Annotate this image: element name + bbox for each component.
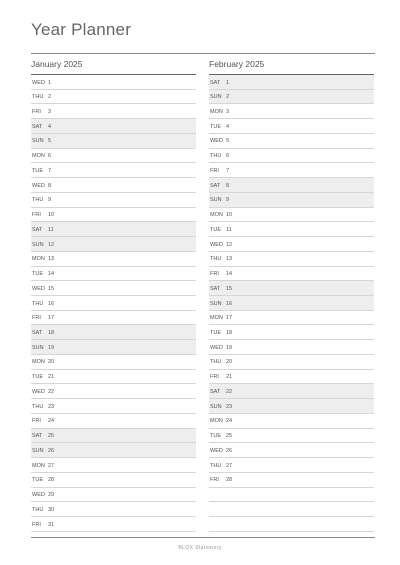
day-row[interactable] xyxy=(209,193,374,208)
weekday-label: WED xyxy=(32,285,45,292)
day-number: 31 xyxy=(48,521,55,528)
weekday-label: FRI xyxy=(32,315,41,322)
day-row[interactable] xyxy=(209,267,374,282)
day-number: 30 xyxy=(48,506,55,513)
day-row[interactable] xyxy=(31,311,196,326)
month-column-january xyxy=(31,54,196,532)
day-row[interactable] xyxy=(31,399,196,414)
day-list xyxy=(31,75,196,532)
day-number: 28 xyxy=(48,477,55,484)
weekday-label: THU xyxy=(210,359,222,366)
weekday-label: THU xyxy=(210,153,222,160)
day-number: 15 xyxy=(48,285,55,292)
day-row[interactable] xyxy=(31,119,196,134)
day-number: 5 xyxy=(226,138,230,145)
weekday-label: SAT xyxy=(210,388,221,395)
day-row[interactable] xyxy=(209,75,374,90)
day-row[interactable] xyxy=(209,399,374,414)
day-number: 7 xyxy=(48,167,52,174)
weekday-label: WED xyxy=(210,138,223,145)
day-row[interactable] xyxy=(31,488,196,503)
weekday-label: SUN xyxy=(210,403,222,410)
day-row[interactable] xyxy=(209,281,374,296)
day-number: 18 xyxy=(226,329,233,336)
day-row[interactable] xyxy=(31,104,196,119)
day-number: 7 xyxy=(226,167,230,174)
day-row[interactable] xyxy=(31,149,196,164)
day-row[interactable] xyxy=(31,90,196,105)
weekday-label: MON xyxy=(210,212,223,219)
weekday-label: TUE xyxy=(210,123,221,130)
day-row[interactable] xyxy=(31,443,196,458)
day-row[interactable] xyxy=(209,488,374,503)
day-number: 21 xyxy=(226,374,233,381)
month-column-february xyxy=(209,54,374,532)
day-row[interactable] xyxy=(31,517,196,532)
day-row[interactable] xyxy=(31,163,196,178)
day-number: 27 xyxy=(48,462,55,469)
day-number: 2 xyxy=(48,94,52,101)
day-number: 22 xyxy=(226,388,233,395)
weekday-label: FRI xyxy=(32,521,41,528)
day-number: 19 xyxy=(226,344,233,351)
day-row[interactable] xyxy=(31,208,196,223)
day-number: 13 xyxy=(48,256,55,263)
weekday-label: SUN xyxy=(32,447,44,454)
weekday-label: FRI xyxy=(210,477,219,484)
day-number: 24 xyxy=(48,418,55,425)
weekday-label: TUE xyxy=(210,433,221,440)
day-number: 5 xyxy=(48,138,52,145)
day-number: 23 xyxy=(226,403,233,410)
weekday-label: MON xyxy=(32,462,45,469)
day-row[interactable] xyxy=(31,252,196,267)
day-number: 17 xyxy=(226,315,233,322)
weekday-label: THU xyxy=(210,462,222,469)
weekday-label: FRI xyxy=(210,374,219,381)
weekday-label: TUE xyxy=(32,374,43,381)
day-number: 19 xyxy=(48,344,55,351)
weekday-label: SUN xyxy=(32,344,44,351)
day-number: 2 xyxy=(226,94,230,101)
day-row[interactable] xyxy=(209,252,374,267)
day-number: 26 xyxy=(48,447,55,454)
weekday-label: SUN xyxy=(210,94,222,101)
day-row[interactable] xyxy=(31,473,196,488)
day-row[interactable] xyxy=(209,429,374,444)
day-row[interactable] xyxy=(209,222,374,237)
day-row[interactable] xyxy=(31,178,196,193)
day-row[interactable] xyxy=(31,429,196,444)
day-row[interactable] xyxy=(31,340,196,355)
day-number: 8 xyxy=(48,182,52,189)
day-row[interactable] xyxy=(31,414,196,429)
day-number: 25 xyxy=(48,433,55,440)
weekday-label: FRI xyxy=(32,108,41,115)
weekday-label: THU xyxy=(32,506,44,513)
day-row[interactable] xyxy=(209,517,374,532)
weekday-label: TUE xyxy=(32,167,43,174)
day-number: 28 xyxy=(226,477,233,484)
day-number: 27 xyxy=(226,462,233,469)
weekday-label: THU xyxy=(210,256,222,263)
day-row[interactable] xyxy=(31,355,196,370)
day-number: 16 xyxy=(226,300,233,307)
day-number: 29 xyxy=(48,492,55,499)
day-row[interactable] xyxy=(209,384,374,399)
weekday-label: WED xyxy=(210,344,223,351)
day-row[interactable] xyxy=(209,296,374,311)
day-number: 6 xyxy=(48,153,52,160)
day-number: 23 xyxy=(48,403,55,410)
day-number: 22 xyxy=(48,388,55,395)
day-number: 9 xyxy=(48,197,52,204)
day-number: 11 xyxy=(226,226,232,233)
day-row[interactable] xyxy=(31,370,196,385)
weekday-label: WED xyxy=(210,241,223,248)
day-row[interactable] xyxy=(209,119,374,134)
day-row[interactable] xyxy=(31,502,196,517)
weekday-label: SAT xyxy=(32,123,43,130)
day-row[interactable] xyxy=(209,325,374,340)
day-number: 6 xyxy=(226,153,230,160)
weekday-label: WED xyxy=(32,79,45,86)
day-row[interactable] xyxy=(209,237,374,252)
day-number: 14 xyxy=(48,271,55,278)
day-number: 10 xyxy=(48,212,55,219)
day-row[interactable] xyxy=(31,237,196,252)
weekday-label: SUN xyxy=(32,138,44,145)
weekday-label: MON xyxy=(32,153,45,160)
weekday-label: MON xyxy=(32,256,45,263)
day-list xyxy=(209,75,374,532)
weekday-label: THU xyxy=(32,300,44,307)
month-heading: February 2025 xyxy=(209,54,374,75)
weekday-label: WED xyxy=(32,492,45,499)
weekday-label: MON xyxy=(210,418,223,425)
day-row[interactable] xyxy=(209,340,374,355)
day-row[interactable] xyxy=(31,296,196,311)
day-row[interactable] xyxy=(31,75,196,90)
day-row[interactable] xyxy=(209,134,374,149)
day-number: 13 xyxy=(226,256,233,263)
weekday-label: SAT xyxy=(32,433,43,440)
day-number: 14 xyxy=(226,271,233,278)
day-number: 20 xyxy=(226,359,233,366)
weekday-label: SAT xyxy=(210,285,221,292)
day-row[interactable] xyxy=(31,384,196,399)
weekday-label: MON xyxy=(210,315,223,322)
day-row[interactable] xyxy=(31,222,196,237)
day-row[interactable] xyxy=(209,458,374,473)
bottom-divider xyxy=(31,537,375,538)
weekday-label: WED xyxy=(32,388,45,395)
weekday-label: FRI xyxy=(32,212,41,219)
day-number: 18 xyxy=(48,329,55,336)
weekday-label: TUE xyxy=(210,329,221,336)
day-number: 9 xyxy=(226,197,230,204)
day-number: 4 xyxy=(226,123,230,130)
weekday-label: MON xyxy=(210,108,223,115)
weekday-label: TUE xyxy=(32,477,43,484)
day-number: 15 xyxy=(226,285,233,292)
weekday-label: THU xyxy=(32,403,44,410)
page-title: Year Planner xyxy=(31,20,132,39)
day-row[interactable] xyxy=(209,208,374,223)
day-number: 26 xyxy=(226,447,233,454)
day-row[interactable] xyxy=(209,104,374,119)
weekday-label: SAT xyxy=(32,329,43,336)
day-number: 12 xyxy=(48,241,55,248)
weekday-label: THU xyxy=(32,197,44,204)
day-row[interactable] xyxy=(31,325,196,340)
weekday-label: FRI xyxy=(32,418,41,425)
day-row[interactable] xyxy=(209,502,374,517)
day-number: 1 xyxy=(226,79,230,86)
day-number: 3 xyxy=(226,108,230,115)
day-number: 21 xyxy=(48,374,55,381)
day-row[interactable] xyxy=(209,311,374,326)
day-row[interactable] xyxy=(31,458,196,473)
day-number: 25 xyxy=(226,433,233,440)
weekday-label: TUE xyxy=(210,226,221,233)
weekday-label: FRI xyxy=(210,271,219,278)
month-heading: January 2025 xyxy=(31,54,196,75)
weekday-label: MON xyxy=(32,359,45,366)
day-number: 4 xyxy=(48,123,52,130)
day-row[interactable] xyxy=(209,414,374,429)
day-row[interactable] xyxy=(209,163,374,178)
day-row[interactable] xyxy=(209,473,374,488)
weekday-label: SAT xyxy=(210,79,221,86)
day-row[interactable] xyxy=(31,134,196,149)
weekday-label: TUE xyxy=(32,271,43,278)
weekday-label: WED xyxy=(32,182,45,189)
day-row[interactable] xyxy=(31,281,196,296)
weekday-label: SUN xyxy=(32,241,44,248)
day-number: 24 xyxy=(226,418,233,425)
day-row[interactable] xyxy=(209,178,374,193)
day-row[interactable] xyxy=(209,355,374,370)
day-number: 12 xyxy=(226,241,233,248)
day-row[interactable] xyxy=(31,193,196,208)
day-number: 16 xyxy=(48,300,55,307)
day-row[interactable] xyxy=(209,149,374,164)
day-number: 8 xyxy=(226,182,230,189)
weekday-label: WED xyxy=(210,447,223,454)
weekday-label: SUN xyxy=(210,197,222,204)
day-number: 3 xyxy=(48,108,52,115)
day-row[interactable] xyxy=(209,90,374,105)
weekday-label: SUN xyxy=(210,300,222,307)
day-number: 1 xyxy=(48,79,52,86)
weekday-label: SAT xyxy=(210,182,221,189)
footer-brand: BLOX Stationery xyxy=(178,545,222,551)
day-row[interactable] xyxy=(209,370,374,385)
day-row[interactable] xyxy=(209,443,374,458)
day-number: 20 xyxy=(48,359,55,366)
day-number: 10 xyxy=(226,212,233,219)
weekday-label: FRI xyxy=(210,167,219,174)
weekday-label: THU xyxy=(32,94,44,101)
weekday-label: SAT xyxy=(32,226,43,233)
day-row[interactable] xyxy=(31,267,196,282)
day-number: 11 xyxy=(48,226,54,233)
day-number: 17 xyxy=(48,315,55,322)
